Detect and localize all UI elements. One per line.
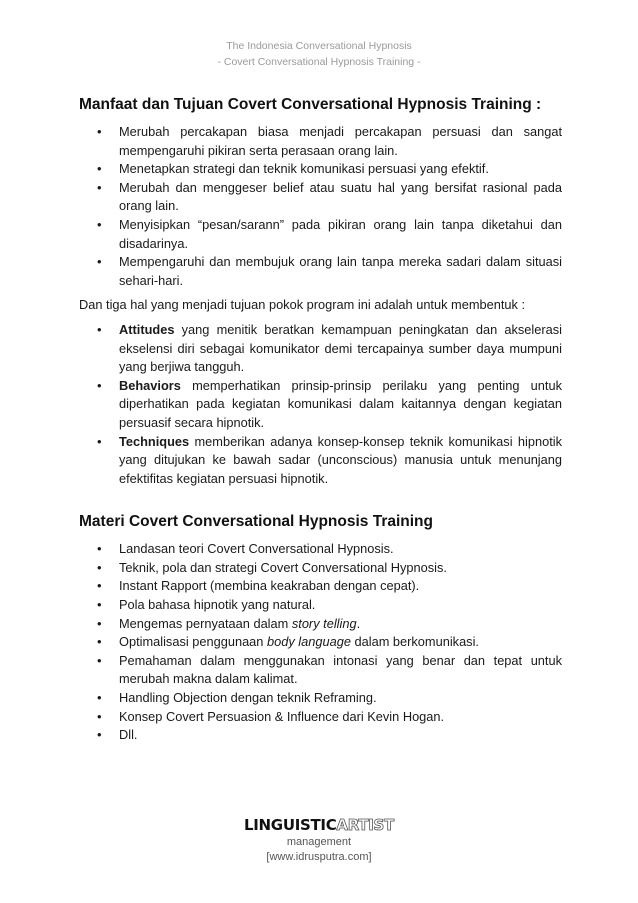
list-item xyxy=(79,321,562,377)
list-item: • Merubah dan menggeser belief atau suatu hal yang bersifat rasional pada orang lain. xyxy=(79,179,562,216)
page-footer xyxy=(0,815,638,865)
goal-text: memperhatikan prinsip-prinsip perilaku yang penting untuk diperhatikan pada kegiatan komunikasi dalam kaitannya dengan kegiatan persuasif secara hipnotik. xyxy=(119,377,562,430)
logo-part-2: ARTIST xyxy=(336,816,394,834)
list-item: • Menetapkan strategi dan teknik komunikasi persuasi yang efektif. xyxy=(79,160,562,179)
footer-line-1: management xyxy=(286,836,352,848)
materials-section xyxy=(79,512,562,745)
list-item: • Pemahaman dalam menggunakan intonasi yang benar dan tepat untuk merubah makna dalam kalimat. xyxy=(79,652,562,689)
list-item: • Konsep Covert Persuasion & Influence dari Kevin Hogan. xyxy=(79,708,562,727)
goal-term: Attitudes xyxy=(119,321,175,337)
list-item: • Pola bahasa hipnotik yang natural. xyxy=(79,596,562,615)
list-item: • Landasan teori Covert Conversational Hypnosis. xyxy=(79,540,562,559)
item-emphasis: story telling xyxy=(291,615,357,631)
list-item: • Menyisipkan “pesan/sarann” pada pikiran orang lain tanpa diketahui dan disadarinya. xyxy=(79,216,562,253)
list-item: • Instant Rapport (membina keakraban dengan cepat). xyxy=(79,577,562,596)
list-item xyxy=(79,615,562,634)
list-item xyxy=(79,433,562,489)
item-emphasis: body language xyxy=(266,634,351,650)
list-item: • Dll. xyxy=(79,726,562,745)
logo-part-1: LINGUISTIC xyxy=(244,816,337,834)
item-text: dalam berkomunikasi. xyxy=(350,634,479,650)
item-text: Optimalisasi penggunaan xyxy=(119,634,267,650)
section-title-materials: Materi Covert Conversational Hypnosis Training xyxy=(79,513,433,531)
document-body xyxy=(79,95,562,745)
header-line-2: - Covert Conversational Hypnosis Training - xyxy=(217,56,421,68)
list-item xyxy=(79,633,562,652)
footer-website: [www.idrusputra.com] xyxy=(266,851,372,863)
goals-intro: Dan tiga hal yang menjadi tujuan pokok program ini adalah untuk membentuk : xyxy=(79,297,526,313)
item-text: . xyxy=(356,615,361,631)
goal-term: Techniques xyxy=(119,433,190,449)
list-item xyxy=(79,377,562,433)
goal-text: memberikan adanya konsep-konsep teknik komunikasi hipnotik yang ditujukan ke bawah sadar (unconscious) manusia untuk menunjang efektifitas kegiatan persuasi hipnotik. xyxy=(119,433,562,486)
linguistic-artist-logo xyxy=(0,815,638,835)
list-item: • Mempengaruhi dan membujuk orang lain tanpa mereka sadari dalam situasi sehari-hari. xyxy=(79,253,562,290)
list-item: • Merubah percakapan biasa menjadi percakapan persuasi dan sangat mempengaruhi pikiran serta perasaan orang lain. xyxy=(79,123,562,160)
list-item: • Teknik, pola dan strategi Covert Conversational Hypnosis. xyxy=(79,559,562,578)
benefits-list xyxy=(79,123,562,290)
list-item: • Handling Objection dengan teknik Reframing. xyxy=(79,689,562,708)
materials-list xyxy=(79,540,562,745)
section-title-benefits: Manfaat dan Tujuan Covert Conversational Hypnosis Training : xyxy=(79,96,542,113)
page-header xyxy=(0,38,638,70)
header-line-1: The Indonesia Conversational Hypnosis xyxy=(226,40,412,52)
goal-term: Behaviors xyxy=(119,377,181,393)
item-text: Mengemas pernyataan dalam xyxy=(119,615,292,631)
goals-list xyxy=(79,321,562,488)
goal-text: yang menitik beratkan kemampuan peningkatan dan akselerasi ekselensi diri sebagai komunikator demi tercapainya sumber daya mumpuni yang berjiwa tangguh. xyxy=(119,321,562,375)
